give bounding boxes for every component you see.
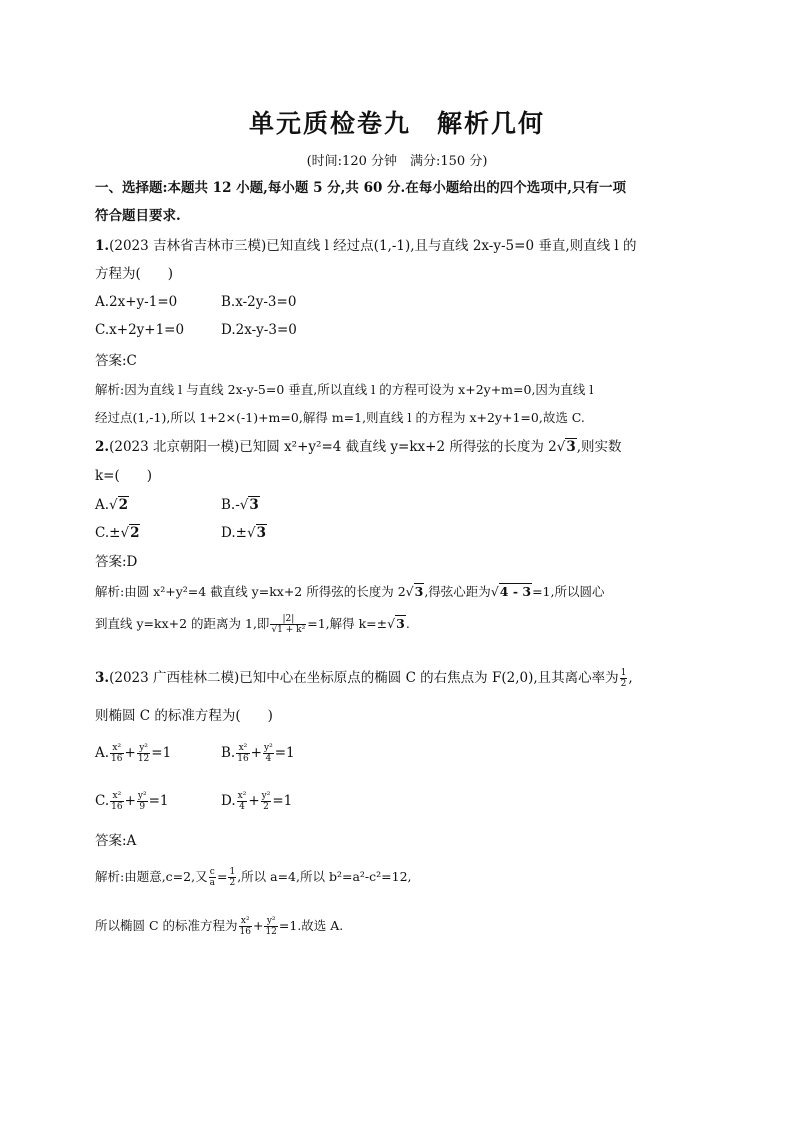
q1-option-c: C.x+2y+1=0 [95, 322, 185, 338]
q3-answer: 答案:A [95, 833, 137, 849]
sqrt-symbol: √3 [556, 439, 576, 455]
q2-option-c: C.±√2 [95, 525, 140, 541]
q1-option-a: A.2x+y-1=0 [95, 294, 178, 310]
q2-stem-line1: 2.(2023 北京朝阳一模)已知圆 x²+y²=4 截直线 y=kx+2 所得弦的长度为 2√3,则实数 [95, 439, 622, 455]
title-main: 单元质检卷九 [248, 109, 411, 138]
q1-answer: 答案:C [95, 353, 137, 369]
q2-stem-line2: k=( ) [95, 468, 153, 484]
section-heading-line1: 一、选择题:本题共 12 小题,每小题 5 分,共 60 分.在每小题给出的四个选项中,只有一项 [95, 180, 626, 196]
q1-stem-line1: 1.(2023 吉林省吉林市三模)已知直线 l 经过点(1,-1),且与直线 2x-y-5=0 垂直,则直线 l 的 [95, 238, 637, 254]
q3-solution-line1: 解析:由题意,c=2,又 $\frac{c}{a}$ = $\frac{1}{2}$ ,所以 a=4,所以 b²=a²-c²=12, [95, 867, 412, 888]
q2-option-d: D.±√3 [221, 525, 266, 541]
page-title [0, 104, 794, 140]
q3-option-a: A. $\frac{\text{x²}}{16}$ + $\frac{\text{y²}}{12}$ =1 [95, 743, 172, 764]
q1-solution-line1: 解析:因为直线 l 与直线 2x-y-5=0 垂直,所以直线 l 的方程可设为 x+2y+m=0,因为直线 l [95, 382, 594, 397]
q1-solution-line2: 经过点(1,-1),所以 1+2×(-1)+m=0,解得 m=1,则直线 l 的方程为 x+2y+1=0,故选 C. [95, 410, 585, 425]
q2-answer: 答案:D [95, 554, 138, 570]
q3-option-d: D. $\frac{\text{x²}}{4}$ + $\frac{\text{y²}}{2}$ =1 [221, 791, 293, 812]
q3-solution-line2: 所以椭圆 C 的标准方程为 $\frac{\text{x²}}{16}$ + $\frac{\text{y²}}{12}$ =1.故选 A. [95, 916, 344, 937]
q3-stem-line1: 3.(2023 广西桂林二模)已知中心在坐标原点的椭圆 C 的右焦点为 F(2,0),且其离心率为 $\frac{1}{2}$ , [95, 668, 633, 689]
q1-option-d: D.2x-y-3=0 [221, 322, 297, 338]
title-topic: 解析几何 [437, 109, 546, 138]
q2-option-a: A.√2 [95, 497, 129, 513]
section-heading-line2: 符合题目要求. [95, 208, 181, 224]
q2-option-b: B.-√3 [221, 497, 259, 513]
q3-option-b: B. $\frac{\text{x²}}{16}$ + $\frac{\text{y²}}{4}$ =1 [221, 743, 295, 764]
q2-solution-line1: 解析:由圆 x²+y²=4 截直线 y=kx+2 所得弦的长度为 2√3,得弦心距为√4 - 3=1,所以圆心 [95, 584, 605, 599]
fraction: $\frac{|2|}{\text{√1 + k²}}$ [271, 614, 306, 635]
fraction: $\frac{1}{2}$ [620, 668, 627, 689]
q3-stem-line2: 则椭圆 C 的标准方程为( ) [95, 708, 273, 724]
q2-solution-line2: 到直线 y=kx+2 的距离为 1,即 $\frac{|2|}{\text{√1 + k²}}$ =1,解得 k=±√3. [95, 614, 410, 635]
exam-info: (时间:120 分钟 满分:150 分) [306, 154, 488, 169]
q1-stem-line2: 方程为( ) [95, 266, 174, 282]
q3-option-c: C. $\frac{\text{x²}}{16}$ + $\frac{\text{y²}}{9}$ =1 [95, 791, 169, 812]
q1-option-b: B.x-2y-3=0 [221, 294, 297, 310]
